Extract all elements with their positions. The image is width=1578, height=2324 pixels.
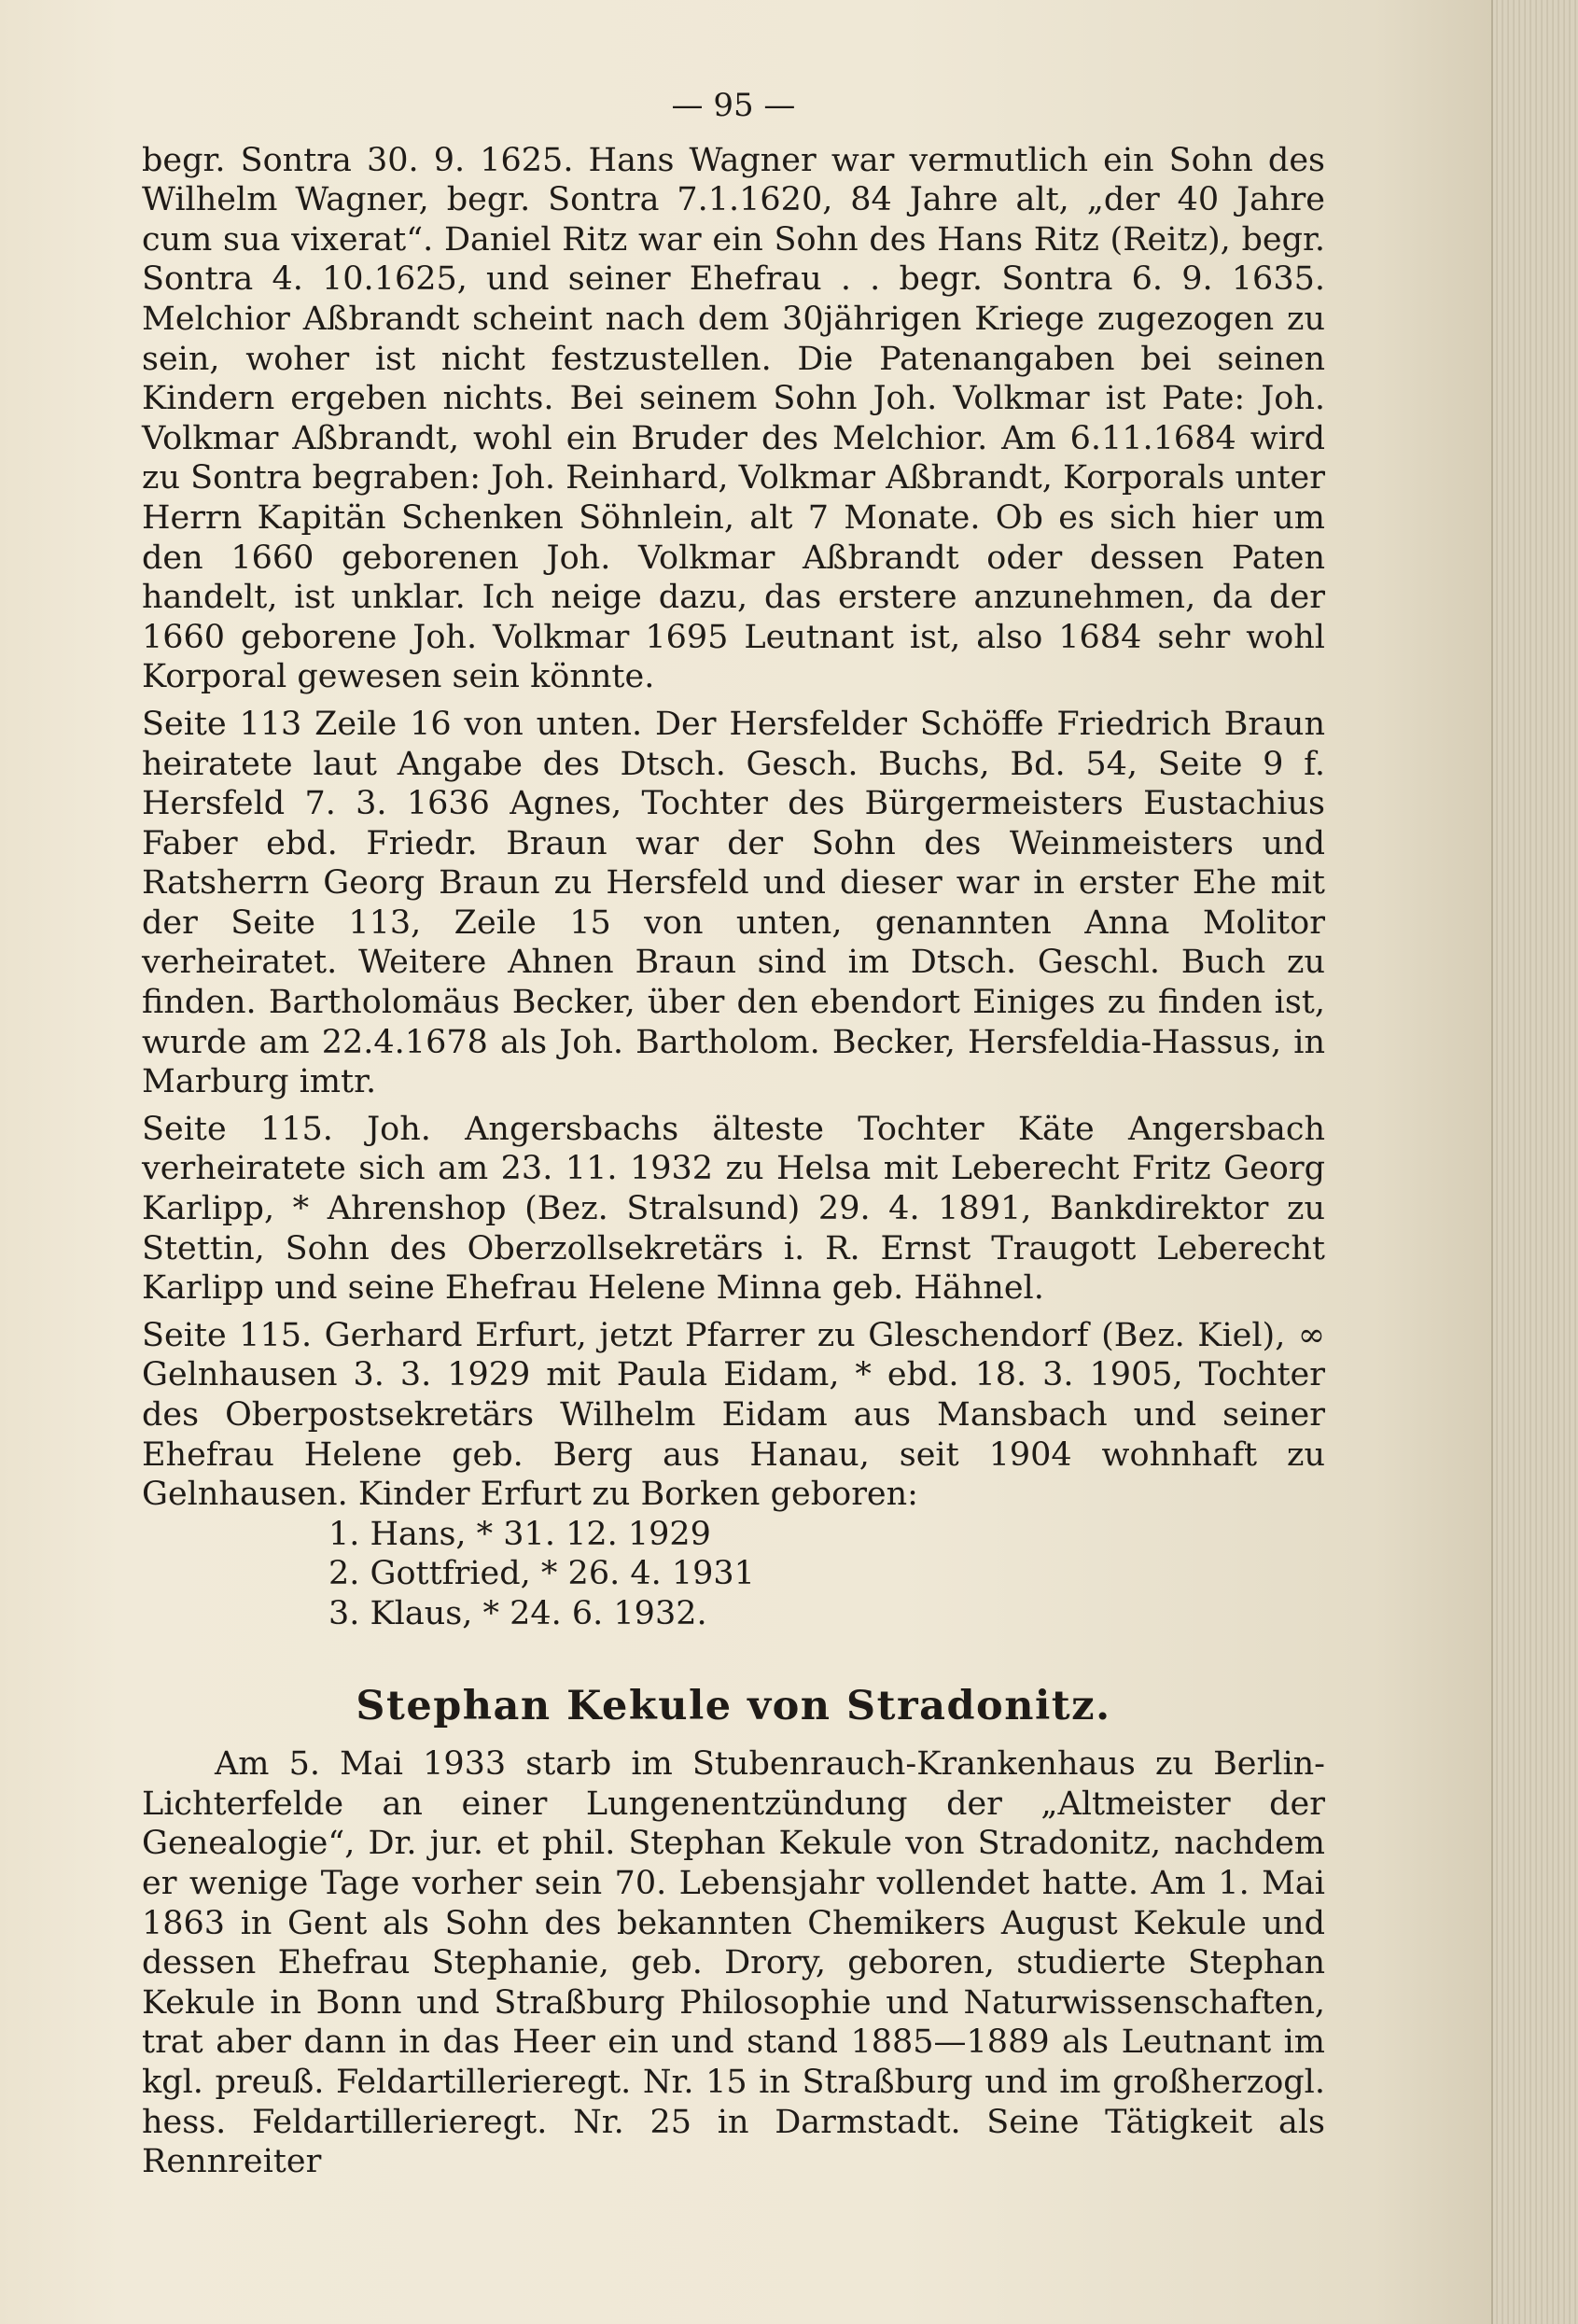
page-content	[142, 86, 1325, 2182]
page-number: — 95 —	[671, 87, 796, 124]
list-item: 3. Klaus, * 24. 6. 1932.	[328, 1594, 707, 1632]
paragraph-seite-113: Seite 113 Zeile 16 von unten. Der Hersfelder Schöffe Friedrich Braun heiratete laut Angabe des Dtsch. Gesch. Buchs, Bd. 54, Seite 9 f. Hersfeld 7. 3. 1636 Agnes, Tochter des Bürgermeisters Eustachius Faber ebd. Friedr. Braun war der Sohn des Weinmeisters und Ratsherrn Georg Braun zu Hersfeld und dieser war in erster Ehe mit der Seite 113, Zeile 15 von unten, genannten Anna Molitor verheiratet. Weitere Ahnen Braun sind im Dtsch. Geschl. Buch zu finden. Bartholomäus Becker, über den ebendort Einiges zu finden ist, wurde am 22.4.1678 als Joh. Bartholom. Becker, Hersfeldia-Hassus, in Marburg imtr.	[142, 705, 1325, 1101]
paragraph-seite-115-angersbach: Seite 115. Joh. Angersbachs älteste Tochter Käte Angersbach verheiratete sich am 23. 11. 1932 zu Helsa mit Leberecht Fritz Georg Karlipp, * Ahrenshop (Bez. Stralsund) 29. 4. 1891, Bankdirektor zu Stettin, Sohn des Oberzollsekretärs i. R. Ernst Traugott Leberecht Karlipp und seine Ehefrau Helene Minna geb. Hähnel.	[142, 1110, 1325, 1308]
page-stack-edge	[1491, 0, 1578, 2324]
list-item: 2. Gottfried, * 26. 4. 1931	[328, 1555, 755, 1593]
section-heading: Stephan Kekule von Stradonitz.	[356, 1682, 1111, 1729]
paragraph-kekule: Am 5. Mai 1933 starb im Stubenrauch-Krankenhaus zu Berlin-Lichterfelde an einer Lungenentzündung der „Altmeister der Genealogie“, Dr. jur. et phil. Stephan Kekule von Stradonitz, nachdem er wenige Tage vorher sein 70. Lebensjahr vollendet hatte. Am 1. Mai 1863 in Gent als Sohn des bekannten Chemikers August Kekule und dessen Ehefrau Stephanie, geb. Drory, geboren, studierte Stephan Kekule in Bonn und Straßburg Philosophie und Naturwissenschaften, trat aber dann in das Heer ein und stand 1885—1889 als Leutnant im kgl. preuß. Feldartillerieregt. Nr. 15 in Straßburg und im großherzogl. hess. Feldartillerieregt. Nr. 25 in Darmstadt. Seine Tätigkeit als Rennreiter	[142, 1745, 1325, 2181]
list-item: 1. Hans, * 31. 12. 1929	[328, 1515, 711, 1553]
paragraph-sontra: begr. Sontra 30. 9. 1625. Hans Wagner war vermutlich ein Sohn des Wilhelm Wagner, begr. Sontra 7.1.1620, 84 Jahre alt, „der 40 Jahre cum sua vixerat“. Daniel Ritz war ein Sohn des Hans Ritz (Reitz), begr. Sontra 4. 10.1625, und seiner Ehefrau . . begr. Sontra 6. 9. 1635. Melchior Aßbrandt scheint nach dem 30jährigen Kriege zugezogen zu sein, woher ist nicht festzustellen. Die Patenangaben bei seinen Kindern ergeben nichts. Bei seinem Sohn Joh. Volkmar ist Pate: Joh. Volkmar Aßbrandt, wohl ein Bruder des Melchior. Am 6.11.1684 wird zu Sontra begraben: Joh. Reinhard, Volkmar Aßbrandt, Korporals unter Herrn Kapitän Schenken Söhnlein, alt 7 Monate. Ob es sich hier um den 1660 geborenen Joh. Volkmar Aßbrandt oder dessen Paten handelt, ist unklar. Ich neige dazu, das erstere anzunehmen, da der 1660 geborene Joh. Volkmar 1695 Leutnant ist, also 1684 sehr wohl Korporal gewesen sein könnte.	[142, 141, 1325, 696]
children-list	[142, 1515, 1325, 1634]
paragraph-seite-115-erfurt: Seite 115. Gerhard Erfurt, jetzt Pfarrer zu Gleschendorf (Bez. Kiel), ∞ Gelnhausen 3. 3. 1929 mit Paula Eidam, * ebd. 18. 3. 1905, Tochter des Oberpostsekretärs Wilhelm Eidam aus Mansbach und seiner Ehefrau Helene geb. Berg aus Hanau, seit 1904 wohnhaft zu Gelnhausen. Kinder Erfurt zu Borken geboren:	[142, 1316, 1325, 1514]
